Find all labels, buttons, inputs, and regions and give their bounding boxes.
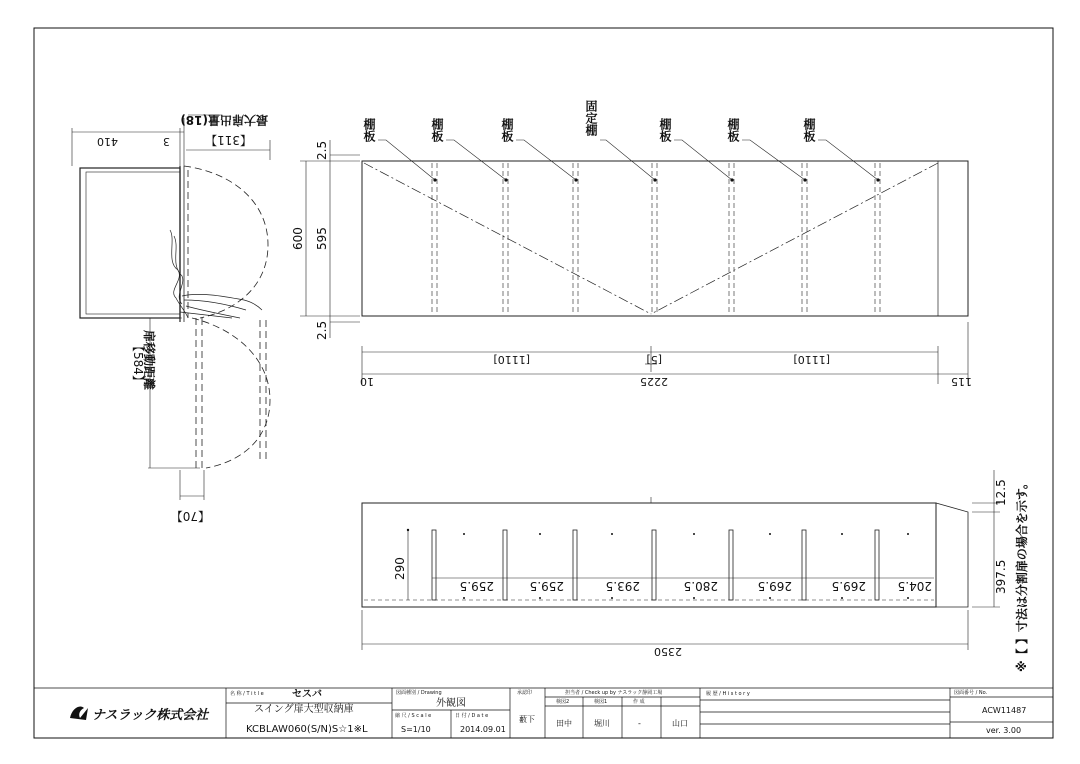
check-name: 堀川	[594, 719, 610, 728]
dim-12-5: 12.5	[994, 479, 1008, 506]
shelf-label-fixed: 固定棚	[584, 100, 598, 136]
bracket-584: 【584】	[131, 340, 145, 387]
scale-value: S=1/10	[401, 725, 431, 734]
side-view	[72, 115, 270, 500]
check-header: 検図1	[594, 699, 608, 705]
spacing-dim: 293.5	[605, 579, 640, 593]
approval-label: 承認印	[517, 690, 533, 696]
dim-410: 410	[97, 135, 118, 148]
drawing-kind: 外観図	[436, 698, 466, 709]
date-value: 2014.09.01	[460, 725, 506, 734]
product-series-title: セスバ	[292, 689, 322, 700]
door-swing-arc-lower	[192, 318, 270, 468]
name-label: 名 称 / T i t l e	[230, 691, 264, 697]
spacing-dim: 269.5	[757, 579, 792, 593]
bracket-1110-right: [1110]	[793, 353, 830, 366]
spacing-dim: 269.5	[831, 579, 866, 593]
dim-2350: 2350	[654, 645, 682, 658]
shelf-label: 棚板	[658, 118, 672, 142]
front-cabinet-outline	[362, 161, 968, 316]
spacing-dim: 259.5	[529, 579, 564, 593]
check-label: 担当者 / Check up by ナスラック静岡工場	[565, 690, 663, 696]
shelf-label: 棚板	[500, 118, 514, 142]
check-name: 山口	[672, 719, 688, 728]
dim-290: 290	[393, 557, 407, 580]
bracket-5: [5]	[646, 353, 662, 366]
version: ver. 3.00	[986, 726, 1022, 735]
split-door-note: ※【 】寸法は分割扉の場合を示す。	[1015, 477, 1029, 672]
dim-2225: 2225	[640, 375, 668, 388]
door-travel-distance-label: 扉移動距離	[142, 330, 156, 391]
company-logo	[70, 706, 210, 723]
history-label: 履 歴 / H i s t o r y	[706, 691, 750, 697]
dim-10: 10	[360, 375, 374, 388]
bracket-311: 【311】	[205, 133, 252, 147]
max-door-protrusion-label: 最大扉出量(18)	[180, 113, 268, 127]
model-number: KCBLAW060(S/N)S☆1※L	[246, 724, 368, 735]
dim-600: 600	[291, 227, 305, 250]
product-subtitle: スイング扉大型収納庫	[254, 704, 354, 715]
dim-397-5: 397.5	[994, 559, 1008, 594]
spacing-dim: 259.5	[459, 579, 494, 593]
dim-2-5-bottom: 2.5	[315, 320, 329, 340]
scale-label: 縮 尺 / S c a l e	[395, 713, 432, 719]
plan-view	[362, 470, 1000, 650]
dim-2-5-top: 2.5	[315, 140, 329, 160]
check-header: 検図2	[556, 699, 570, 705]
drawing-number: ACW11487	[982, 706, 1027, 715]
side-cabinet-outline	[80, 168, 180, 318]
dim-595: 595	[315, 227, 329, 250]
dim-115: 115	[951, 375, 972, 388]
shelf-label: 棚板	[430, 118, 444, 142]
swan-logo-icon	[70, 706, 88, 720]
shelf-labels	[362, 100, 816, 143]
drawing-no-label: 図面番号 / No.	[954, 690, 988, 696]
check-name: 田中	[556, 719, 572, 728]
front-view	[300, 140, 968, 384]
door-swing-arc-upper	[184, 166, 268, 318]
spacing-dim: 204.5	[897, 579, 932, 593]
shelf-label: 棚板	[802, 118, 816, 142]
drawing-kind-label: 図面種別 / Drawing	[396, 690, 442, 696]
spacing-dim: 280.5	[683, 579, 718, 593]
front-door-swing-left	[364, 163, 651, 314]
check-header: 作 成	[633, 699, 645, 705]
dim-3: 3	[163, 135, 170, 148]
date-label: 日 付 / D a t e	[455, 713, 489, 719]
drawing-border	[34, 28, 1053, 738]
check-name: -	[638, 719, 641, 728]
bracket-1110-left: [1110]	[493, 353, 530, 366]
bracket-70: 【70】	[170, 509, 210, 523]
company-name: ナスラック株式会社	[92, 708, 209, 723]
shelf-label: 棚板	[362, 118, 376, 142]
front-door-swing-right	[651, 163, 938, 314]
approval-name: 藪下	[519, 715, 535, 724]
shelf-label: 棚板	[726, 118, 740, 142]
